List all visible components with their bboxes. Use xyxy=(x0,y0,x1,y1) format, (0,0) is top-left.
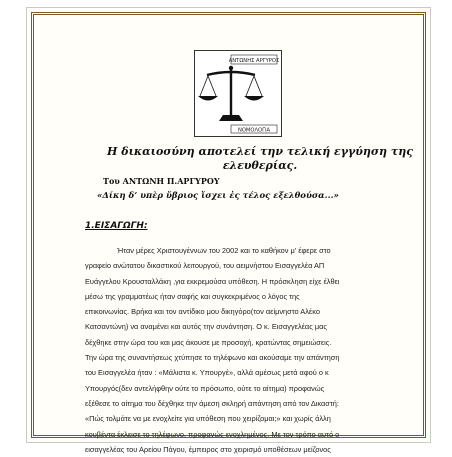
text-line: του Εισαγγελέα ήταν : «Μάλιστα κ. Υπουργέ», αλλά αμέσως μετά αφού ο κ xyxy=(85,368,329,378)
text-line: γραφείο ανώτατου δικαστικού λειτουργού, του αειμνήστου Εισαγγελέα ΑΠ xyxy=(85,261,325,271)
text-line: Ευάγγελου Κρουσταλλάκη ,για εκκρεμούσα υπόθεση. Η πρόσκληση είχε έλθει xyxy=(85,276,340,286)
document-page xyxy=(26,7,431,454)
section-heading: 1.ΕΙΣΑΓΩΓΗ: xyxy=(85,221,148,231)
scales-of-justice-icon xyxy=(195,51,281,136)
text-line: επικοινωνίας. Βρήκα και τον αντίδικο μου δικηγόρο(τον αείμνηστο Αλέκο xyxy=(85,307,320,317)
logo-top-label: ΑΝΤΩΝΗΣ ΑΡΓΥΡΟΣ xyxy=(228,58,280,64)
text-line: κουβέντα έκλεισε το τηλέφωνο, προφανώς ενοχλημένος. Με τον τρόπο αυτό ο xyxy=(85,429,340,439)
author-line: Του ΑΝΤΩΝΗ Π.ΑΡΓΥΡΟΥ xyxy=(103,176,220,186)
text-line: εξέθεσε το αίτημα του δέχθηκε την άμεση σκληρή απάντηση από τον Δικαστή: xyxy=(85,398,339,408)
logo-bottom-label: ΝΟΜΟΛΟΓΙΑ xyxy=(237,127,271,134)
logo xyxy=(194,50,282,137)
text-line: «Πώς τολμάτε να με ενοχλείτε για υπόθεση που χειρίζομαι;» και χωρίς άλλη xyxy=(85,414,331,424)
text-line: μέσω της γραμματέως ήταν σαφής και συγκεκριμένος ο λόγος της xyxy=(85,291,300,301)
text-line: Την ώρα της συναντήσεως χτύπησε το τηλέφωνο και ακούσαμε την απάντηση xyxy=(85,353,340,363)
text-line: Κατσαντώνη) να αναμένει και αυτός την συνάντηση. Ο κ. Εισαγγελέας μας xyxy=(85,322,327,332)
document-title: Η δικαιοσύνη αποτελεί την τελική εγγύηση της ελευθερίας. xyxy=(107,145,413,172)
text-line: δέχθηκε στην ώρα του και μας άκουσε με προσοχή, κρατώντας σημειώσεις. xyxy=(85,337,332,347)
body-paragraph xyxy=(85,243,428,457)
epigraph: «Δίκη δ’ υπὲρ ὕβριος ἴσχει ἐς τέλος εξελθούσα...» xyxy=(97,191,339,201)
text-line: Ήταν μέρες Χριστουγέννων του 2002 και το καθήκον μ’ έφερε στο xyxy=(117,246,331,255)
text-line: Υπουργός(δεν αντελήφθην ούτε το πρόσωπο, ούτε το αίτημα) προφανώς xyxy=(85,383,325,393)
text-line: εισαγγελέας του Αρείου Πάγου, έμπειρος στο χειρισμό υποθέσεων μείζονος xyxy=(85,444,331,454)
